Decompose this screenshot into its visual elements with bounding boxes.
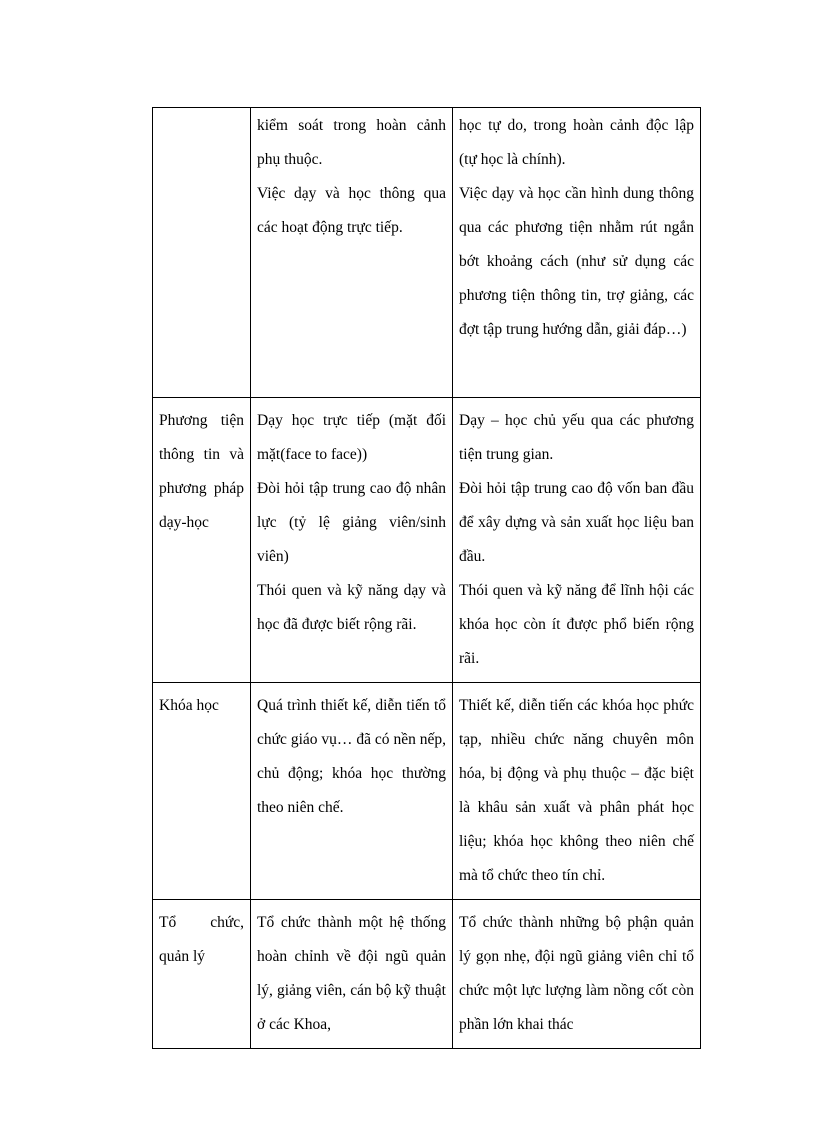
table-row — [153, 900, 701, 1049]
cell-paragraph: học tự do, trong hoàn cảnh độc lập (tự học là chính). — [459, 117, 694, 168]
distance-cell — [453, 398, 701, 683]
cell-paragraph: Thói quen và kỹ năng để lĩnh hội các khóa học còn ít được phổ biến rộng rãi. — [459, 582, 694, 667]
row-label-cell — [153, 398, 251, 683]
distance-cell — [453, 683, 701, 900]
row-label: Tổ chức, quản lý — [159, 914, 244, 965]
cell-paragraph: Việc dạy và học thông qua các hoạt động trực tiếp. — [257, 185, 446, 236]
traditional-cell — [251, 900, 453, 1049]
row-label: Phương tiện thông tin và phương pháp dạy-học — [159, 412, 244, 531]
cell-paragraph: Tổ chức thành những bộ phận quản lý gọn nhẹ, đội ngũ giảng viên chỉ tổ chức một lực lượng làm nồng cốt còn phần lớn khai thác — [459, 914, 694, 1033]
cell-paragraph: kiểm soát trong hoàn cảnh phụ thuộc. — [257, 117, 446, 168]
row-label-cell — [153, 683, 251, 900]
cell-paragraph: Thiết kế, diễn tiến các khóa học phức tạp, nhiều chức năng chuyên môn hóa, bị động và phụ thuộc – đặc biệt là khâu sản xuất và phân phát học liệu; khóa học không theo niên chế mà tổ chức theo tín chỉ. — [459, 697, 694, 884]
cell-paragraph: Thói quen và kỹ năng dạy và học đã được biết rộng rãi. — [257, 582, 446, 633]
traditional-cell — [251, 398, 453, 683]
cell-paragraph: Đòi hỏi tập trung cao độ nhân lực (tỷ lệ giảng viên/sinh viên) — [257, 480, 446, 565]
cell-paragraph: Dạy – học chủ yếu qua các phương tiện trung gian. — [459, 412, 694, 463]
cell-paragraph: Việc dạy và học cần hình dung thông qua các phương tiện nhằm rút ngắn bớt khoảng cách (như sử dụng các phương tiện thông tin, trợ giảng, các đợt tập trung hướng dẫn, giải đáp…) — [459, 185, 694, 338]
traditional-cell — [251, 683, 453, 900]
row-label-cell — [153, 900, 251, 1049]
cell-paragraph: Dạy học trực tiếp (mặt đối mặt(face to face)) — [257, 412, 446, 463]
cell-paragraph: Tổ chức thành một hệ thống hoàn chỉnh về đội ngũ quản lý, giảng viên, cán bộ kỹ thuật ở các Khoa, — [257, 914, 446, 1033]
table-row — [153, 108, 701, 398]
distance-cell — [453, 900, 701, 1049]
distance-cell — [453, 108, 701, 398]
cell-paragraph: Quá trình thiết kế, diễn tiến tổ chức giáo vụ… đã có nền nếp, chủ động; khóa học thường theo niên chế. — [257, 697, 446, 816]
cell-paragraph: Đòi hỏi tập trung cao độ vốn ban đầu để xây dựng và sản xuất học liệu ban đầu. — [459, 480, 694, 565]
row-label-cell — [153, 108, 251, 398]
table-row — [153, 398, 701, 683]
row-label: Khóa học — [159, 697, 219, 714]
traditional-cell — [251, 108, 453, 398]
table-row — [153, 683, 701, 900]
comparison-table — [152, 107, 701, 1049]
